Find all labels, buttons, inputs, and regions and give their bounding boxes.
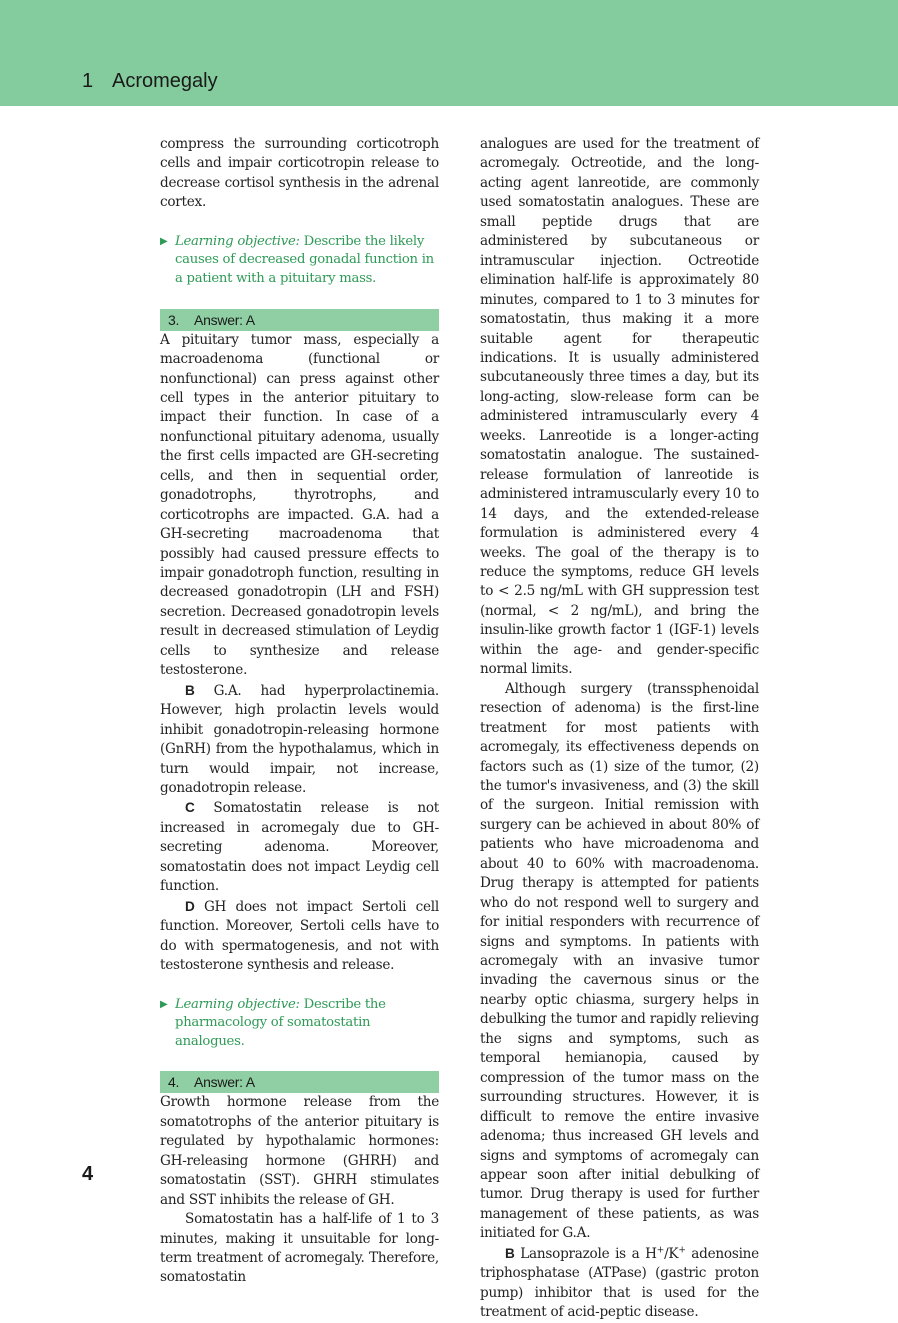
answer-3-heading [160, 309, 439, 331]
surgery-paragraph: Although surgery (transsphenoidal resection of adenoma) is the first-line treatment for most patients with acromegaly, its effectiveness depends on factors such as (1) size of the tumor, (2) the tumor's invasiveness, and (3) the skill of the surgeon. Initial remission with surgery can be achieved in about 80% of patients who have microadenoma and about 40 to 60% with macroadenoma. Drug therapy is attempted for patients who do not respond well to surgery and for initial responders with recurrence of signs and symptoms. In patients with acromegaly with an invasive tumor invading the cavernous sinus or the nearby optic chiasma, surgery helps in debulking the tumor and rapidly relieving the signs and symptoms, such as temporal hemianopia, caused by compression of the tumor mass on the surrounding structures. However, it is difficult to remove the entire invasive adenoma; thus increased GH levels and signs and symptoms of acromegaly can appear soon after initial debulking of tumor. Drug therapy is used for further management of these patients, as was initiated for G.A. [480, 680, 759, 1242]
option-text: adenosine triphosphatase (ATPase) (gastric proton pump) inhibitor that is used for the treatment of acid-peptic disease. [480, 1245, 759, 1321]
answer-3-option-d [160, 897, 439, 976]
chapter-title: Acromegaly [112, 70, 218, 92]
learning-objective-2 [160, 996, 439, 1052]
objective-label: Learning objective: [175, 233, 300, 249]
objective-text: Describe the pharmacology of somatostatin analogues. [175, 996, 386, 1049]
chapter-heading [82, 70, 218, 100]
learning-objective-1 [160, 233, 439, 289]
option-letter: B [185, 682, 195, 698]
left-column [160, 135, 439, 1288]
option-text: Somatostatin release is not increased in acromegaly due to GH-secreting adenoma. Moreover, somatostatin does not impact Leydig cell function. [160, 800, 439, 895]
answer-label: Answer: A [194, 1074, 255, 1091]
answer-3-option-c [160, 798, 439, 896]
objective-text: Describe the likely causes of decreased gonadal function in a patient with a pituitary mass. [175, 233, 434, 286]
page-number: 4 [82, 1163, 94, 1185]
option-text: Lansoprazole is a H [514, 1245, 657, 1262]
option-text: G.A. had hyperprolactinemia. However, high prolactin levels would inhibit gonadotropin-releasing hormone (GnRH) from the hypothalamus, which in turn would impair, not increase, gonadotropin release. [160, 682, 439, 797]
right-column [480, 135, 759, 1323]
option-text: GH does not impact Sertoli cell function. Moreover, Sertoli cells have to do with spermatogenesis, and not with testosterone synthesis and release. [160, 898, 439, 974]
somatostatin-analogues-paragraph: analogues are used for the treatment of acromegaly. Octreotide, and the long-acting agent lanreotide, are commonly used somatostatin analogues. These are small peptide drugs that are administered by subcutaneous or intramuscular injection. Octreotide elimination half-life is approximately 80 minutes, compared to 1 to 3 minutes for somatostatin, thus making it a more suitable agent for therapeutic indications. It is usually administered subcutaneously three times a day, but its long-acting, slow-release form can be administered intramuscularly every 4 weeks. Lanreotide is a longer-acting somatostatin analogue. The sustained-release formulation of lanreotide is administered intramuscularly every 10 to 14 days, and the extended-release formulation is administered every 4 weeks. The goal of the therapy is to reduce the symptoms, reduce GH levels to < 2.5 ng/mL with GH suppression test (normal, < 2 ng/mL), and bring the insulin-like growth factor 1 (IGF-1) levels within the age- and gender-specific normal limits. [480, 136, 759, 678]
intro-paragraph: compress the surrounding corticotroph cells and impair corticotropin release to decrease cortisol synthesis in the adrenal cortex. [160, 136, 439, 211]
triangle-bullet-icon: ▶ [160, 235, 168, 247]
answer-3-option-b [160, 681, 439, 799]
triangle-bullet-icon: ▶ [160, 998, 168, 1010]
chapter-number: 1 [82, 70, 94, 92]
answer-4-paragraph: Growth hormone release from the somatotrophs of the anterior pituitary is regulated by hypothalamic hormones: GH-releasing hormone (GHRH) and somatostatin (SST). GHRH stimulates and SST inhibits the release of GH. [160, 1094, 439, 1208]
answer-3-paragraph: A pituitary tumor mass, especially a macroadenoma (functional or nonfunctional) can press against other cell types in the anterior pituitary to impact their function. In case of a nonfunctional pituitary adenoma, usually the first cells impacted are GH-secreting cells, and then in sequential order, gonadotrophs, thyrotrophs, and corticotrophs are impacted. G.A. had a GH-secreting macroadenoma that possibly had caused pressure effects to impair gonadotroph function, resulting in decreased gonadotropin (LH and FSH) secretion. Decreased gonadotropin levels result in decreased stimulation of Leydig cells to synthesize and release testosterone. [160, 331, 439, 679]
option-text: /K [664, 1245, 679, 1262]
superscript: + [678, 1245, 686, 1256]
answer-label: Answer: A [194, 311, 255, 328]
answer-4-paragraph-2: Somatostatin has a half-life of 1 to 3 minutes, making it unsuitable for long-term treatment of acromegaly. Therefore, somatostatin [160, 1211, 439, 1286]
option-b-lansoprazole [480, 1244, 759, 1323]
objective-label: Learning objective: [175, 996, 300, 1012]
answer-number: 4. [168, 1074, 180, 1091]
superscript: + [656, 1245, 665, 1256]
option-letter: D [185, 898, 195, 914]
answer-number: 3. [168, 311, 180, 328]
option-letter: C [185, 800, 195, 816]
option-letter: B [505, 1245, 515, 1261]
answer-4-heading [160, 1071, 439, 1093]
